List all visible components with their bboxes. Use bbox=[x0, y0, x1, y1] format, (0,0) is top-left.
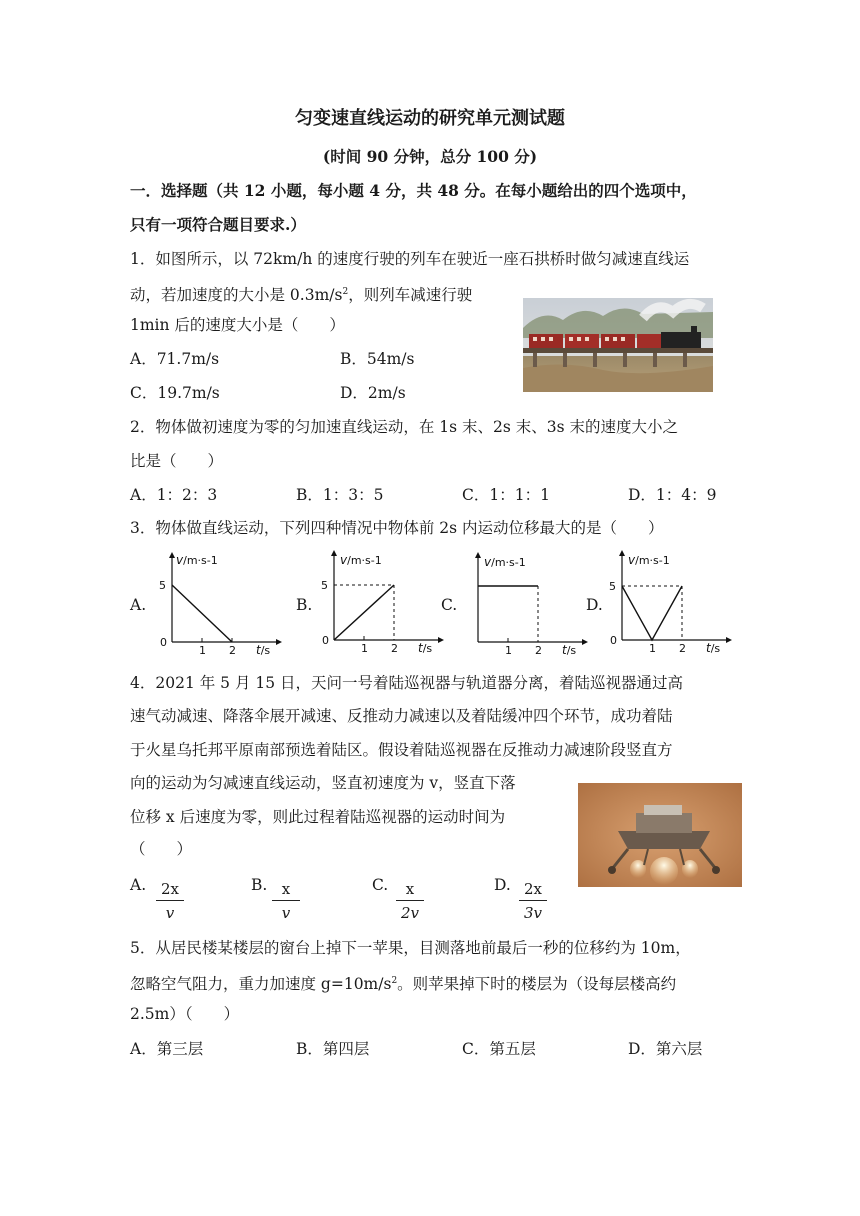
graph-b-v-unit: /m·s-1 bbox=[347, 554, 382, 567]
graph-a-t-unit: /s bbox=[260, 644, 271, 657]
graph-c-v-label: v bbox=[484, 555, 492, 569]
q5-line2: 忽略空气阻力，重力加速度 $g=10m/s^2$。则苹果掉下时的楼层为（设每层楼高约 bbox=[130, 975, 677, 994]
q4-line5: 位移 x 后速度为零，则此过程着陆巡视器的运动时间为 bbox=[130, 808, 506, 826]
svg-text:v/m·s-1 bbox=[176, 553, 218, 567]
svg-text:t/s bbox=[562, 643, 576, 657]
q2-option-d[interactable]: D．1：4：9 bbox=[628, 486, 717, 504]
q1-option-d[interactable]: D．2m/s bbox=[340, 384, 406, 402]
graph-d-tick-5: 5 bbox=[609, 580, 616, 593]
graph-c-t-unit: /s bbox=[566, 644, 577, 657]
q1-line3: 1min 后的速度大小是（ ） bbox=[130, 316, 345, 334]
graph-d-tick-1: 1 bbox=[649, 642, 656, 655]
q4-line6: （ ） bbox=[130, 840, 193, 858]
section-heading-line2: 只有一项符合题目要求.） bbox=[130, 215, 306, 234]
graph-b-tick-2: 2 bbox=[391, 642, 398, 655]
q4-option-a[interactable]: A. bbox=[130, 876, 147, 894]
vt-graph-d bbox=[602, 548, 732, 658]
graph-a-tick-2: 2 bbox=[229, 644, 236, 657]
mars-lander-photo bbox=[578, 783, 742, 887]
q5-line1: 5．从居民楼某楼层的窗台上掉下一苹果，目测落地前最后一秒的位移约为 10m， bbox=[130, 939, 691, 957]
svg-text:t/s bbox=[418, 641, 432, 655]
q4-line2: 速气动减速、降落伞展开减速、反推动力减速以及着陆缓冲四个环节，成功着陆 bbox=[130, 707, 673, 725]
graph-b-t-unit: /s bbox=[422, 642, 433, 655]
q4-option-d-fraction: 2x 3v bbox=[513, 880, 553, 922]
q5-line3: 2.5m）（ ） bbox=[130, 1005, 240, 1023]
graph-d-t-unit: /s bbox=[710, 642, 721, 655]
q1-line1: 1．如图所示，以 72km/h 的速度行驶的列车在驶近一座石拱桥时做匀减速直线运 bbox=[130, 250, 690, 268]
page-subtitle: (时间 90 分钟，总分 100 分) bbox=[322, 147, 538, 166]
q4-option-c[interactable]: C. bbox=[372, 876, 389, 894]
graph-b-origin: 0 bbox=[322, 634, 329, 647]
q1-line2: 动，若加速度的大小是 $0.3m/s^2$，则列车减速行驶 bbox=[130, 286, 473, 305]
q4-option-c-fraction: x 2v bbox=[390, 880, 430, 922]
graph-d-t-label: t bbox=[706, 641, 711, 655]
graph-c-v-unit: /m·s-1 bbox=[491, 556, 526, 569]
q1-option-b[interactable]: B．54m/s bbox=[340, 350, 415, 368]
q1-option-c[interactable]: C．19.7m/s bbox=[130, 384, 220, 402]
graph-a-v-label: v bbox=[176, 553, 184, 567]
graph-a-t-label: t bbox=[256, 643, 261, 657]
graph-b-tick-5: 5 bbox=[321, 579, 328, 592]
q3-option-d[interactable]: D. bbox=[586, 596, 603, 614]
q5-option-d[interactable]: D．第六层 bbox=[628, 1040, 703, 1058]
q4-option-d[interactable]: D. bbox=[494, 876, 511, 894]
vt-graph-a bbox=[152, 550, 282, 658]
svg-text:t/s bbox=[706, 641, 720, 655]
graph-a-v-unit: /m·s-1 bbox=[183, 554, 218, 567]
graph-d-v-label: v bbox=[628, 553, 636, 567]
q4-option-b[interactable]: B. bbox=[251, 876, 268, 894]
q1-option-a[interactable]: A．71.7m/s bbox=[130, 350, 220, 368]
q5-option-a[interactable]: A．第三层 bbox=[130, 1040, 204, 1058]
q2-line1: 2．物体做初速度为零的匀加速直线运动，在 1s 末、2s 末、3s 末的速度大小之 bbox=[130, 418, 679, 436]
vt-graph-b bbox=[314, 548, 444, 658]
svg-text:v/m·s-1 bbox=[484, 555, 526, 569]
graph-a-origin: 0 bbox=[160, 636, 167, 649]
q3-option-c[interactable]: C. bbox=[441, 596, 458, 614]
graph-a-tick-1: 1 bbox=[199, 644, 206, 657]
graph-a-tick-5: 5 bbox=[159, 579, 166, 592]
svg-text:v/m·s-1 bbox=[628, 553, 670, 567]
q5-option-c[interactable]: C．第五层 bbox=[462, 1040, 536, 1058]
q4-line3: 于火星乌托邦平原南部预选着陆区。假设着陆巡视器在反推动力减速阶段竖直方 bbox=[130, 741, 673, 759]
graph-b-t-label: t bbox=[418, 641, 423, 655]
graph-b-v-label: v bbox=[340, 553, 348, 567]
graph-c-tick-2: 2 bbox=[535, 644, 542, 657]
q3-option-b[interactable]: B. bbox=[296, 596, 313, 614]
q4-option-b-fraction: x v bbox=[266, 880, 306, 922]
q4-line1: 4．2021 年 5 月 15 日，天问一号着陆巡视器与轨道器分离，着陆巡视器通过高 bbox=[130, 674, 684, 692]
graph-c-tick-1: 1 bbox=[505, 644, 512, 657]
graph-d-tick-2: 2 bbox=[679, 642, 686, 655]
train-bridge-photo bbox=[523, 298, 713, 392]
q3-line1: 3．物体做直线运动，下列四种情况中物体前 2s 内运动位移最大的是（ ） bbox=[130, 519, 664, 537]
graph-b-tick-1: 1 bbox=[361, 642, 368, 655]
page-title: 匀变速直线运动的研究单元测试题 bbox=[295, 108, 565, 129]
q2-option-a[interactable]: A．1：2：3 bbox=[130, 486, 218, 504]
graph-d-v-unit: /m·s-1 bbox=[635, 554, 670, 567]
q4-option-a-fraction: 2x v bbox=[150, 880, 190, 922]
svg-text:t/s bbox=[256, 643, 270, 657]
q3-option-a[interactable]: A. bbox=[130, 596, 147, 614]
graph-c-t-label: t bbox=[562, 643, 567, 657]
q4-line4: 向的运动为匀减速直线运动，竖直初速度为 v，竖直下落 bbox=[130, 774, 516, 792]
q2-option-b[interactable]: B．1：3：5 bbox=[296, 486, 384, 504]
section-heading-line1: 一．选择题（共 12 小题，每小题 4 分，共 48 分。在每小题给出的四个选项中， bbox=[130, 181, 697, 200]
vt-graph-c bbox=[458, 550, 588, 658]
q2-option-c[interactable]: C．1：1：1 bbox=[462, 486, 550, 504]
svg-text:v/m·s-1 bbox=[340, 553, 382, 567]
graph-d-origin: 0 bbox=[610, 634, 617, 647]
q2-line2: 比是（ ） bbox=[130, 452, 224, 470]
q5-option-b[interactable]: B．第四层 bbox=[296, 1040, 370, 1058]
